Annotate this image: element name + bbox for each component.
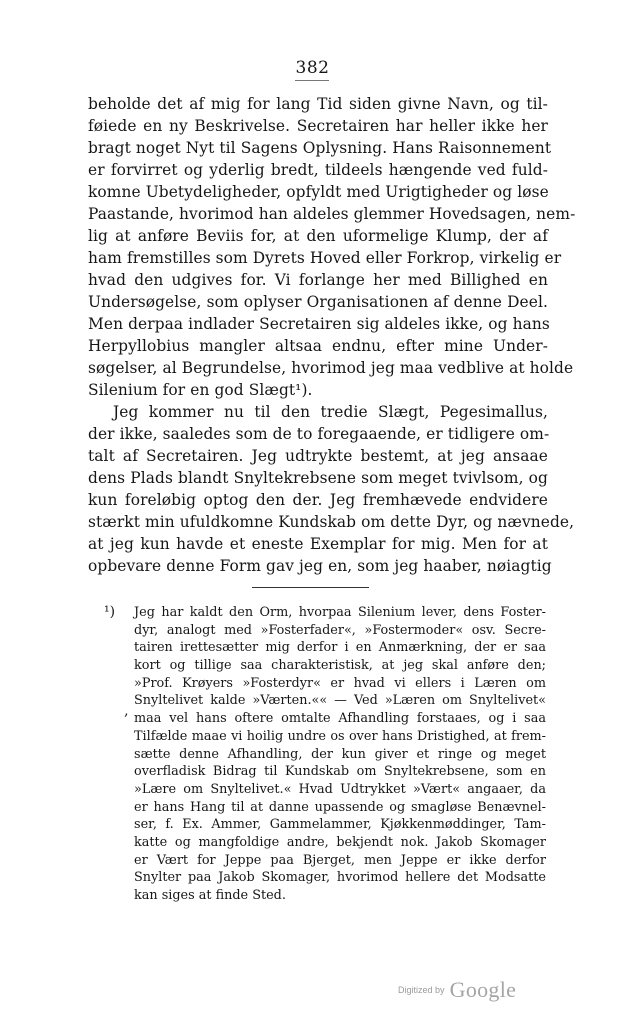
footnote-line-end: kan siges at finde Sted. <box>134 888 286 903</box>
footnote-line: »Lære om Snyltelivet.« Hvad Udtrykket »Vært« angaaer, da <box>134 781 546 797</box>
text-line: kun foreløbig optog den der. Jeg fremhævede endvidere <box>88 491 548 509</box>
text-line: lig at anføre Beviis for, at den uformelige Klump, der af <box>88 227 548 245</box>
footnote-text <box>134 604 546 905</box>
text-line: Men derpaa indlader Secretairen sig aldeles ikke, og hans <box>88 315 550 333</box>
footnote-line: »Prof. Krøyers »Fosterdyr« er hvad vi ellers i Læren om <box>134 675 546 691</box>
text-line: at jeg kun havde et eneste Exemplar for mig. Men for at <box>88 535 548 553</box>
google-logo: Google <box>449 977 517 1002</box>
footnote-line: Jeg har kaldt den Orm, hvorpaa Silenium lever, dens Foster- <box>134 605 546 620</box>
text-line: Paastande, hvorimod han aldeles glemmer Hovedsagen, nem- <box>88 205 576 223</box>
footnote-line: tairen irettesætter mig derfor i en Anmærkning, der er saa <box>134 640 546 656</box>
footnote-line: kort og tillige saa charakteristisk, at jeg skal anføre den; <box>134 658 546 674</box>
text-line: beholde det af mig for lang Tid siden givne Navn, og til- <box>88 95 548 113</box>
text-line: føiede en ny Beskrivelse. Secretairen har heller ikke her <box>88 117 548 135</box>
footnote-separator <box>252 587 369 588</box>
text-line: bragt noget Nyt til Sagens Oplysning. Hans Raisonnement <box>88 139 552 157</box>
page-number: 382 <box>295 58 330 78</box>
text-line: dens Plads blandt Snyltekrebsene som meget tvivlsom, og <box>88 469 548 487</box>
text-line: er forvirret og yderlig bredt, tildeels hængende ved fuld- <box>88 161 548 179</box>
footnote-marker: ¹) <box>104 604 116 620</box>
footnote-line: er Vært for Jeppe paa Bjerget, men Jeppe er ikke derfor <box>134 852 546 868</box>
footnote-line: ser, f. Ex. Ammer, Gammelammer, Kjøkkenmøddinger, Tam- <box>134 817 546 833</box>
footnote-line: er hans Hang til at danne upassende og smagløse Benævnel- <box>134 799 546 815</box>
footnote-line: overfladisk Bidrag til Kundskab om Snyltekrebsene, som en <box>134 764 546 780</box>
text-line: der ikke, saaledes som de to foregaaende, er tidligere om- <box>88 425 550 443</box>
page-number-rule <box>295 80 329 81</box>
digitized-by-google-watermark <box>398 977 516 1003</box>
text-line: søgelser, al Begrundelse, hvorimod jeg maa vedblive at holde <box>88 359 574 377</box>
text-line-paragraph-end: Silenium for en god Slægt¹). <box>88 381 313 399</box>
footnote-line: Snylter paa Jakob Skomager, hvorimod hellere det Modsatte <box>134 870 546 886</box>
margin-mark: ‚ <box>124 703 129 719</box>
text-line-paragraph-start: Jeg kommer nu til den tredie Slægt, Pegesimallus, <box>113 403 548 421</box>
text-line: Undersøgelse, som oplyser Organisationen af denne Deel. <box>88 293 548 311</box>
text-line: opbevare denne Form gav jeg en, som jeg haaber, nøiagtig <box>88 557 552 575</box>
text-line: talt af Secretairen. Jeg udtrykte bestemt, at jeg ansaae <box>88 447 548 465</box>
footnote-line: maa vel hans oftere omtalte Afhandling forstaaes, og i saa <box>134 711 546 727</box>
main-text <box>88 93 576 577</box>
text-line: stærkt min ufuldkomne Kundskab om dette Dyr, og nævnede, <box>88 513 575 531</box>
text-line: ham fremstilles som Dyrets Hoved eller Forkrop, virkelig er <box>88 249 562 267</box>
footnote-line: dyr, analogt med »Fosterfader«, »Fostermoder« osv. Secre- <box>134 622 546 638</box>
footnote-line: sætte denne Afhandling, der kun giver et ringe og meget <box>134 746 546 762</box>
footnote-line: katte og mangfoldige andre, bekjendt nok. Jakob Skomager <box>134 834 546 850</box>
text-line: Herpyllobius mangler altsaa endnu, efter mine Under- <box>88 337 548 355</box>
footnote-line: Tilfælde maae vi hoilig undre os over hans Dristighed, at frem- <box>134 728 546 744</box>
text-line: komne Ubetydeligheder, opfyldt med Urigtigheder og løse <box>88 183 549 201</box>
footnote-line: Snyltelivet kalde »Værten.«« — Ved »Læren om Snyltelivet« <box>134 693 546 709</box>
text-line: hvad den udgives for. Vi forlange her med Billighed en <box>88 271 548 289</box>
watermark-prefix: Digitized by <box>398 985 445 995</box>
